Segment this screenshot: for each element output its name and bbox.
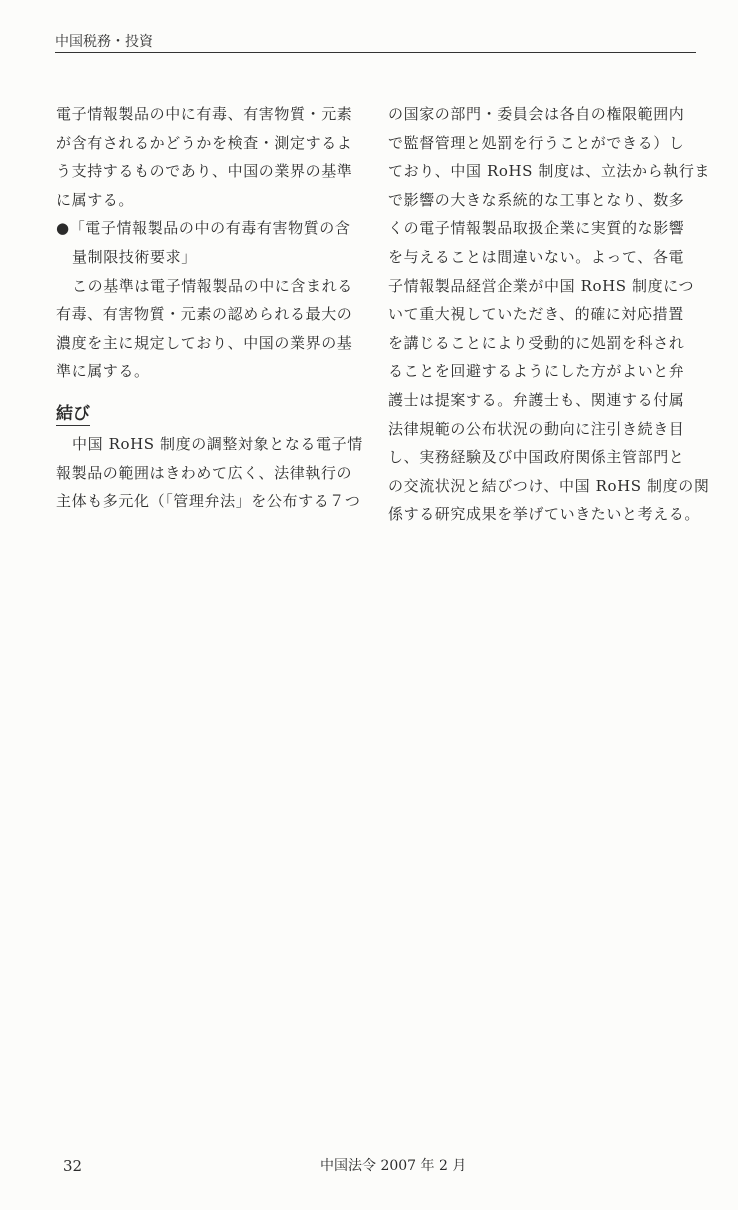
paragraph-1 [56, 100, 364, 214]
text-line: 護士は提案する。弁護士も、関連する付属 [388, 390, 685, 409]
text-line: し、実務経験及び中国政府関係主管部門と [388, 448, 685, 467]
publication-footer: 中国法令 2007 年 2 月 [320, 1158, 467, 1174]
header-title: 中国税務・投資 [55, 34, 153, 50]
section-heading [56, 400, 364, 430]
section-heading-text: 結び [56, 403, 90, 424]
paragraph-2 [56, 272, 364, 386]
text-line: の交流状況と結びつけ、中国 RoHS 制度の関 [388, 476, 710, 495]
text-line: 電子情報製品の中に有毒、有害物質・元素 [56, 105, 353, 123]
text-line: を与えることは間違いない。よって、各電 [388, 247, 685, 266]
text-line: ることを回避するようにした方がよいと弁 [388, 362, 685, 381]
text-line: を講じることにより受動的に処罰を科され [388, 333, 685, 352]
text-line: が含有されるかどうかを検査・測定するよ [56, 133, 353, 152]
text-line: 中国 RoHS 制度の調整対象となる電子情 [72, 434, 363, 453]
text-line: ●「電子情報製品の中の有毒有害物質の含 [56, 219, 351, 238]
text-line: いて重大視していただき、的確に対応措置 [388, 305, 684, 324]
text-line: 準に属する。 [56, 362, 150, 381]
text-line: 係する研究成果を挙げていきたいと考える。 [388, 505, 701, 524]
running-header [55, 34, 696, 53]
text-line: に属する。 [56, 190, 135, 209]
right-column [388, 100, 711, 529]
text-line: くの電子情報製品取扱企業に実質的な影響 [388, 219, 685, 238]
paragraph-3 [56, 430, 364, 516]
text-line: で影響の大きな系統的な工事となり、数多 [388, 190, 685, 209]
left-column [56, 100, 364, 516]
text-line: この基準は電子情報製品の中に含まれる [72, 276, 353, 295]
text-line: 法律規範の公布状況の動向に注引き続き目 [388, 419, 685, 438]
bullet-item-title [56, 214, 364, 271]
text-line: 子情報製品経営企業が中国 RoHS 制度につ [388, 276, 695, 295]
text-line: ており、中国 RoHS 制度は、立法から執行ま [388, 162, 711, 181]
text-line: の国家の部門・委員会は各自の権限範囲内 [388, 105, 685, 123]
text-line: 濃度を主に規定しており、中国の業界の基 [56, 333, 353, 352]
text-line: 量制限技術要求」 [72, 247, 197, 266]
text-line: で監督管理と処罰を行うことができる）し [388, 133, 685, 152]
page-number: 32 [63, 1157, 83, 1175]
text-line: う支持するものであり、中国の業界の基準 [56, 162, 353, 181]
text-line: 有毒、有害物質・元素の認められる最大の [56, 305, 353, 324]
text-line: 報製品の範囲はきわめて広く、法律執行の [56, 463, 353, 482]
text-line: 主体も多元化（「管理弁法」を公布する７つ [56, 492, 361, 511]
